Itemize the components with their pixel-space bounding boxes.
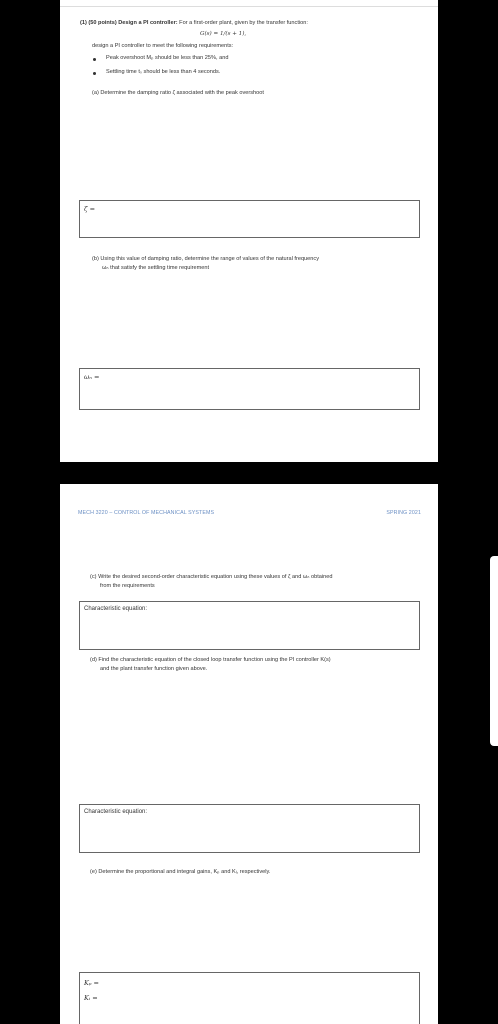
part-d-text-line2: and the plant transfer function given above. — [100, 666, 208, 672]
answer-box-zeta[interactable] — [79, 200, 420, 238]
transfer-function: G(s) = 1/(s + 1), — [200, 31, 247, 37]
zeta-label: ζ = — [84, 205, 96, 213]
part-d-text-line1: (d) Find the characteristic equation of the closed loop transfer function using the PI controller K(s) — [90, 657, 331, 663]
char-eq-2-label: Characteristic equation: — [84, 809, 148, 815]
question-1-heading — [80, 20, 308, 28]
kp-label: Kₚ = — [84, 979, 99, 987]
part-c-text-line2: from the requirements — [100, 583, 155, 589]
bullet-2 — [93, 72, 96, 75]
design-line: design a PI controller to meet the following requirements: — [92, 43, 234, 49]
question-number: (1) — [80, 20, 87, 26]
answer-box-char-eq-2[interactable] — [79, 804, 420, 853]
document-page-2 — [60, 484, 438, 1024]
semester-header: SPRING 2021 — [386, 510, 421, 516]
page-top-edge — [60, 0, 438, 7]
question-intro: For a first-order plant, given by the transfer function: — [179, 20, 308, 26]
scrollbar-handle[interactable] — [490, 556, 498, 746]
omega-label: ωₙ = — [84, 373, 100, 381]
char-eq-1-label: Characteristic equation: — [84, 606, 148, 612]
course-header: MECH 3220 – CONTROL OF MECHANICAL SYSTEMS — [78, 510, 215, 516]
part-b-text-line2: ωₙ that satisfy the settling time requirement — [102, 265, 210, 271]
part-a-text: (a) Determine the damping ratio ζ associated with the peak overshoot — [92, 90, 264, 96]
part-e-text: (e) Determine the proportional and integral gains, Kₚ and Kᵢ, respectively. — [90, 869, 271, 875]
bullet-1 — [93, 58, 96, 61]
document-page-1 — [60, 0, 438, 462]
part-b-text-line1: (b) Using this value of damping ratio, determine the range of values of the natural frequency — [92, 256, 319, 262]
question-title: (50 points) Design a PI controller: — [88, 20, 178, 26]
answer-box-omega[interactable] — [79, 368, 420, 410]
requirement-2: Settling time tₛ should be less than 4 seconds. — [106, 69, 221, 75]
requirement-1: Peak overshoot Mₚ should be less than 25%, and — [106, 55, 229, 61]
answer-box-char-eq-1[interactable] — [79, 601, 420, 650]
part-c-text-line1: (c) Write the desired second-order characteristic equation using these values of ζ and ωₙ obtained — [90, 574, 333, 580]
answer-box-gains[interactable] — [79, 972, 420, 1024]
ki-label: Kᵢ = — [84, 994, 98, 1002]
